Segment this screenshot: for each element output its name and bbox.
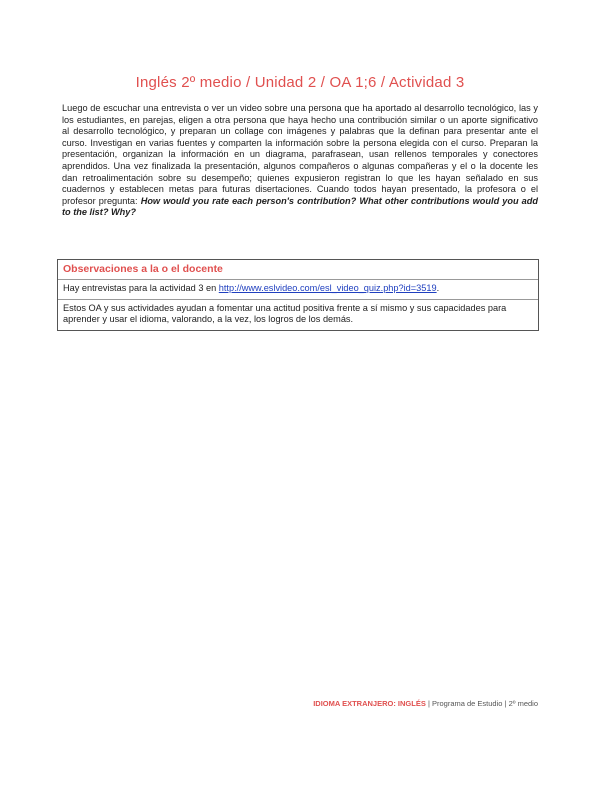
footer-subject: IDIOMA EXTRANJERO: INGLÉS xyxy=(313,699,426,708)
footer-separator: | xyxy=(502,699,509,708)
teacher-notes-header: Observaciones a la o el docente xyxy=(58,260,538,280)
resource-suffix: . xyxy=(436,283,440,293)
activity-description xyxy=(62,103,538,219)
teacher-notes-box xyxy=(57,259,539,331)
teacher-notes-resource xyxy=(58,280,538,300)
resource-prefix: Hay entrevistas para la actividad 3 en xyxy=(63,283,219,293)
activity-question: How would you rate each person's contribution? What other contributions would you add to the list? Why? xyxy=(62,195,538,218)
teacher-notes-remark: Estos OA y sus actividades ayudan a fomentar una actitud positiva frente a sí mismo y sus capacidades para aprender y usar el idioma, valorando, a la vez, los logros de los demás. xyxy=(63,302,507,325)
footer-separator: | xyxy=(425,699,432,708)
activity-text: Luego de escuchar una entrevista o ver un video sobre una persona que ha aportado al desarrollo tecnológico, las y los estudiantes, en parejas, eligen a otra persona que haya hecho una contribución similar o un aporte significativo al desarrollo tecnológico, y preparan un collage con imágenes y palabras que la definan para presentar ante el curso. Investigan en varias fuentes y comparten la información sobre la persona elegida con el curso. Preparan la presentación, organizan la información en un diagrama, parafrasean, usan rellenos temporales y conectores aprendidos. Una vez finalizada la presentación, algunos compañeros o algunas compañeras y el o la docente les dan retroalimentación sobre su desempeño; quienes expusieron registran lo que les hayan señalado en sus cuadernos y establecen metas para futuras disertaciones. Cuando todos hayan presentado, la profesora o el profesor pregunta: xyxy=(62,103,538,206)
footer-grade: 2º medio xyxy=(508,699,538,708)
footer-program: Programa de Estudio xyxy=(431,699,503,708)
resource-link[interactable]: http://www.eslvideo.com/esl_video_quiz.php?id=3519 xyxy=(218,283,437,293)
page-footer xyxy=(313,699,538,708)
page-title: Inglés 2º medio / Unidad 2 / OA 1;6 / Actividad 3 xyxy=(135,74,465,91)
